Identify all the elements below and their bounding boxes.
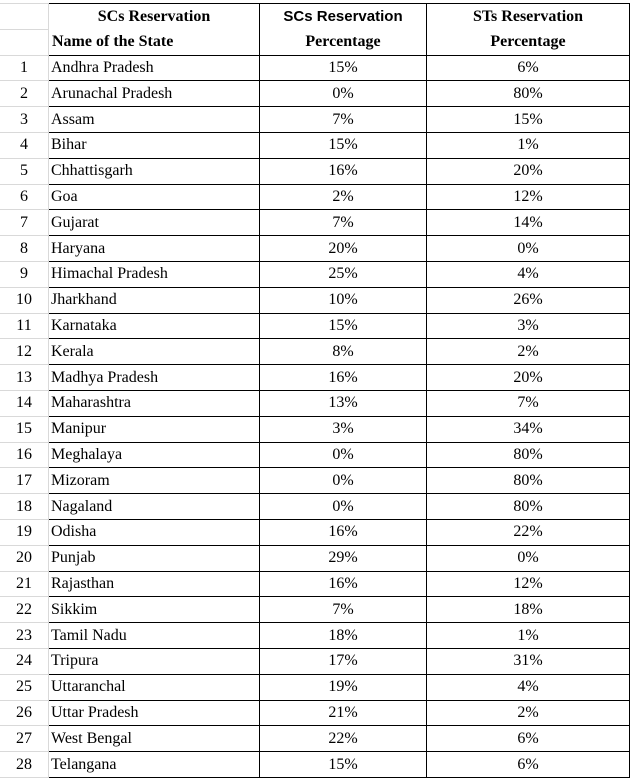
header-st-line1[interactable]: STs Reservation [427, 4, 630, 30]
table-row [0, 726, 630, 752]
state-name-cell[interactable]: Bihar [49, 132, 260, 158]
header-st-line2[interactable]: Percentage [427, 29, 630, 55]
st-percentage-cell[interactable]: 80% [427, 494, 630, 520]
row-number[interactable]: 19 [0, 519, 49, 545]
table-row [0, 416, 630, 442]
st-percentage-cell[interactable]: 80% [427, 442, 630, 468]
table-row [0, 132, 630, 158]
row-number[interactable]: 8 [0, 236, 49, 262]
table-row [0, 545, 630, 571]
table-row [0, 339, 630, 365]
sc-percentage-cell[interactable]: 16% [260, 519, 427, 545]
st-percentage-cell[interactable]: 2% [427, 700, 630, 726]
table-row [0, 597, 630, 623]
row-number[interactable]: 4 [0, 132, 49, 158]
row-number[interactable]: 10 [0, 287, 49, 313]
state-name-cell[interactable]: Mizoram [49, 468, 260, 494]
row-number[interactable]: 2 [0, 81, 49, 107]
table-row [0, 648, 630, 674]
st-percentage-cell[interactable]: 15% [427, 107, 630, 133]
row-number[interactable]: 7 [0, 210, 49, 236]
state-name-cell[interactable]: Gujarat [49, 210, 260, 236]
table-row [0, 442, 630, 468]
st-percentage-cell[interactable]: 18% [427, 597, 630, 623]
state-name-cell[interactable]: Madhya Pradesh [49, 365, 260, 391]
st-percentage-cell[interactable]: 6% [427, 55, 630, 81]
row-number[interactable]: 17 [0, 468, 49, 494]
row-number[interactable]: 24 [0, 648, 49, 674]
state-name-cell[interactable]: Nagaland [49, 494, 260, 520]
row-number[interactable]: 21 [0, 571, 49, 597]
st-percentage-cell[interactable]: 6% [427, 752, 630, 778]
st-percentage-cell[interactable]: 6% [427, 726, 630, 752]
table-row [0, 313, 630, 339]
row-number[interactable]: 14 [0, 390, 49, 416]
sc-percentage-cell[interactable]: 18% [260, 623, 427, 649]
table-row [0, 210, 630, 236]
row-number[interactable]: 20 [0, 545, 49, 571]
st-percentage-cell[interactable]: 80% [427, 81, 630, 107]
row-number[interactable]: 27 [0, 726, 49, 752]
sc-percentage-cell[interactable]: 13% [260, 390, 427, 416]
state-name-cell[interactable]: Meghalaya [49, 442, 260, 468]
row-number[interactable]: 28 [0, 752, 49, 778]
table-row [0, 571, 630, 597]
row-number[interactable]: 16 [0, 442, 49, 468]
header-state-line1[interactable]: SCs Reservation [49, 4, 260, 30]
table-row [0, 674, 630, 700]
st-percentage-cell[interactable]: 4% [427, 261, 630, 287]
state-name-cell[interactable]: Tamil Nadu [49, 623, 260, 649]
state-name-cell[interactable]: Punjab [49, 545, 260, 571]
st-percentage-cell[interactable]: 22% [427, 519, 630, 545]
state-name-cell[interactable]: Uttar Pradesh [49, 700, 260, 726]
state-name-cell[interactable]: Andhra Pradesh [49, 55, 260, 81]
table-row [0, 81, 630, 107]
row-number[interactable]: 22 [0, 597, 49, 623]
table-row [0, 623, 630, 649]
header-sc-line2[interactable]: Percentage [260, 29, 427, 55]
sc-percentage-cell[interactable]: 16% [260, 158, 427, 184]
state-name-cell[interactable]: Rajasthan [49, 571, 260, 597]
state-name-cell[interactable]: Karnataka [49, 313, 260, 339]
sc-percentage-cell[interactable]: 22% [260, 726, 427, 752]
sc-percentage-cell[interactable]: 15% [260, 55, 427, 81]
sc-percentage-cell[interactable]: 19% [260, 674, 427, 700]
sc-percentage-cell[interactable]: 16% [260, 365, 427, 391]
table-row [0, 107, 630, 133]
sc-percentage-cell[interactable]: 0% [260, 442, 427, 468]
st-percentage-cell[interactable]: 0% [427, 545, 630, 571]
st-percentage-cell[interactable]: 2% [427, 339, 630, 365]
header-state-line2[interactable]: Name of the State [49, 29, 260, 55]
row-number[interactable]: 5 [0, 158, 49, 184]
sc-percentage-cell[interactable]: 0% [260, 494, 427, 520]
table-row [0, 55, 630, 81]
state-name-cell[interactable]: Jharkhand [49, 287, 260, 313]
header-sc-line1[interactable]: SCs Reservation [260, 4, 427, 30]
table-body [0, 4, 630, 778]
table-row [0, 700, 630, 726]
state-name-cell[interactable]: Tripura [49, 648, 260, 674]
st-percentage-cell[interactable]: 1% [427, 132, 630, 158]
state-name-cell[interactable]: Himachal Pradesh [49, 261, 260, 287]
row-number-header[interactable] [0, 4, 49, 30]
sc-percentage-cell[interactable]: 8% [260, 339, 427, 365]
st-percentage-cell[interactable]: 1% [427, 623, 630, 649]
table-row [0, 390, 630, 416]
st-percentage-cell[interactable]: 7% [427, 390, 630, 416]
st-percentage-cell[interactable]: 20% [427, 158, 630, 184]
header-row-2 [0, 29, 630, 55]
state-name-cell[interactable]: Arunachal Pradesh [49, 81, 260, 107]
sc-percentage-cell[interactable]: 7% [260, 597, 427, 623]
state-name-cell[interactable]: Chhattisgarh [49, 158, 260, 184]
sc-percentage-cell[interactable]: 29% [260, 545, 427, 571]
table-row [0, 261, 630, 287]
sc-percentage-cell[interactable]: 3% [260, 416, 427, 442]
row-number[interactable]: 18 [0, 494, 49, 520]
table-row [0, 365, 630, 391]
row-number[interactable]: 23 [0, 623, 49, 649]
row-number[interactable]: 1 [0, 55, 49, 81]
row-number[interactable]: 9 [0, 261, 49, 287]
row-number[interactable]: 3 [0, 107, 49, 133]
state-name-cell[interactable]: West Bengal [49, 726, 260, 752]
st-percentage-cell[interactable]: 4% [427, 674, 630, 700]
st-percentage-cell[interactable]: 12% [427, 184, 630, 210]
st-percentage-cell[interactable]: 20% [427, 365, 630, 391]
sc-percentage-cell[interactable]: 2% [260, 184, 427, 210]
sc-percentage-cell[interactable]: 15% [260, 313, 427, 339]
state-name-cell[interactable]: Goa [49, 184, 260, 210]
table-row [0, 236, 630, 262]
sc-percentage-cell[interactable]: 0% [260, 468, 427, 494]
table-row [0, 184, 630, 210]
row-number[interactable]: 6 [0, 184, 49, 210]
sc-percentage-cell[interactable]: 17% [260, 648, 427, 674]
state-name-cell[interactable]: Haryana [49, 236, 260, 262]
table-row [0, 752, 630, 778]
reservation-table [0, 3, 630, 778]
state-name-cell[interactable]: Maharashtra [49, 390, 260, 416]
state-name-cell[interactable]: Telangana [49, 752, 260, 778]
sc-percentage-cell[interactable]: 16% [260, 571, 427, 597]
table-row [0, 287, 630, 313]
state-name-cell[interactable]: Odisha [49, 519, 260, 545]
table-row [0, 519, 630, 545]
header-row-1 [0, 4, 630, 30]
sc-percentage-cell[interactable]: 25% [260, 261, 427, 287]
row-number[interactable]: 11 [0, 313, 49, 339]
row-number[interactable]: 15 [0, 416, 49, 442]
sc-percentage-cell[interactable]: 10% [260, 287, 427, 313]
st-percentage-cell[interactable]: 0% [427, 236, 630, 262]
st-percentage-cell[interactable]: 31% [427, 648, 630, 674]
sc-percentage-cell[interactable]: 0% [260, 81, 427, 107]
row-number-header[interactable] [0, 29, 49, 55]
table-row [0, 158, 630, 184]
state-name-cell[interactable]: Kerala [49, 339, 260, 365]
sc-percentage-cell[interactable]: 7% [260, 107, 427, 133]
sc-percentage-cell[interactable]: 21% [260, 700, 427, 726]
st-percentage-cell[interactable]: 26% [427, 287, 630, 313]
st-percentage-cell[interactable]: 14% [427, 210, 630, 236]
sc-percentage-cell[interactable]: 15% [260, 752, 427, 778]
table-row [0, 468, 630, 494]
row-number[interactable]: 25 [0, 674, 49, 700]
sc-percentage-cell[interactable]: 20% [260, 236, 427, 262]
state-name-cell[interactable]: Sikkim [49, 597, 260, 623]
state-name-cell[interactable]: Manipur [49, 416, 260, 442]
st-percentage-cell[interactable]: 12% [427, 571, 630, 597]
st-percentage-cell[interactable]: 80% [427, 468, 630, 494]
state-name-cell[interactable]: Assam [49, 107, 260, 133]
st-percentage-cell[interactable]: 34% [427, 416, 630, 442]
row-number[interactable]: 13 [0, 365, 49, 391]
st-percentage-cell[interactable]: 3% [427, 313, 630, 339]
table-row [0, 494, 630, 520]
row-number[interactable]: 12 [0, 339, 49, 365]
sc-percentage-cell[interactable]: 15% [260, 132, 427, 158]
sc-percentage-cell[interactable]: 7% [260, 210, 427, 236]
row-number[interactable]: 26 [0, 700, 49, 726]
state-name-cell[interactable]: Uttaranchal [49, 674, 260, 700]
